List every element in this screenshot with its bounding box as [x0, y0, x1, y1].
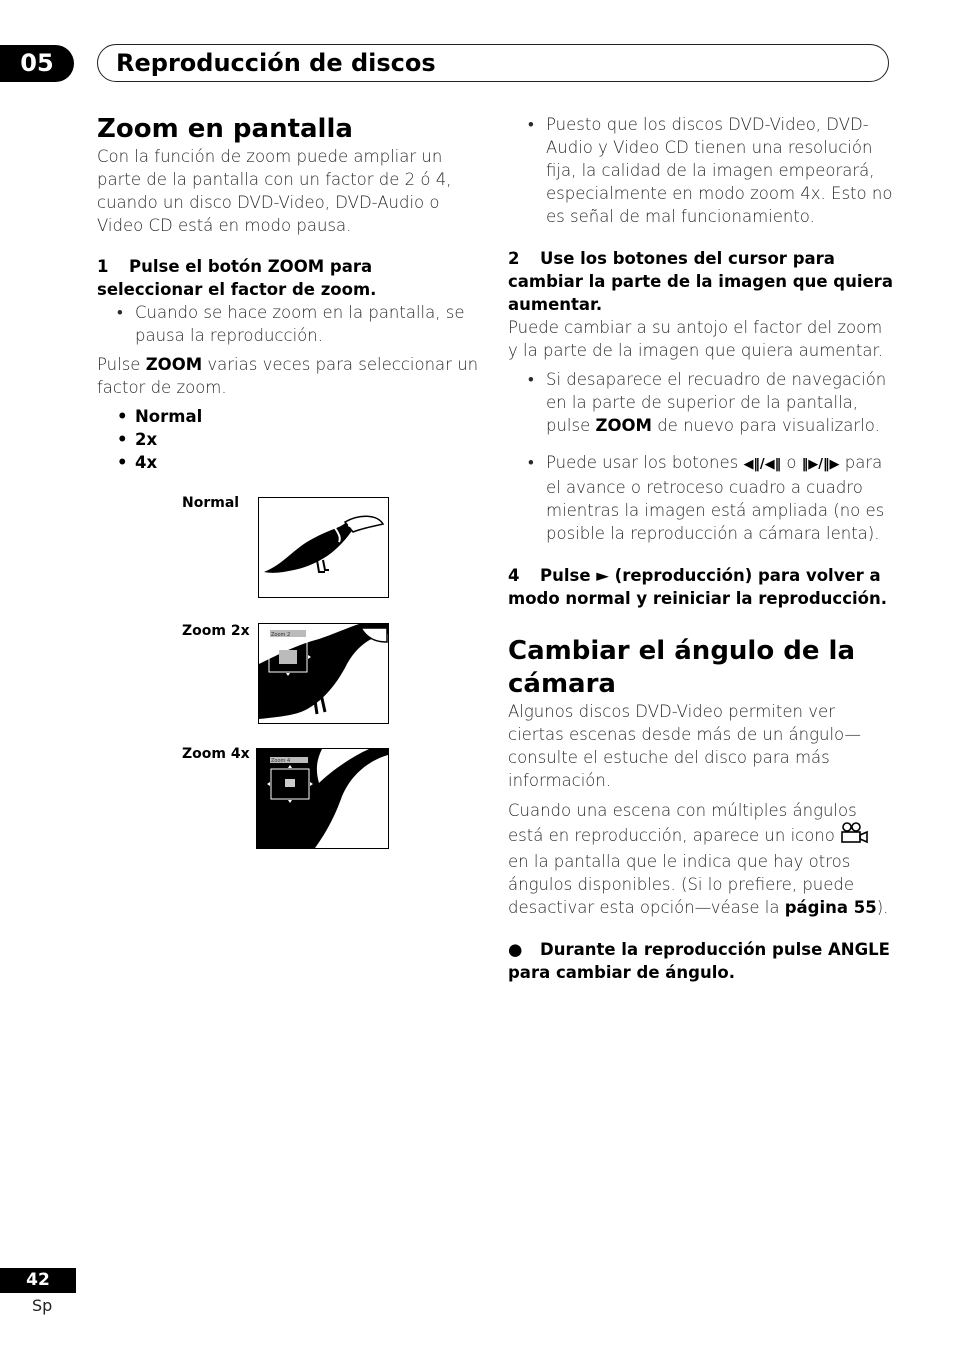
step-1	[97, 255, 482, 301]
option-4x: • 4x	[97, 451, 482, 474]
step-2-body: Puede cambiar a su antojo el factor del zoom y la parte de la imagen que quiera aumentar.	[508, 318, 883, 360]
zoom2-tag: Zoom 2	[271, 632, 291, 638]
option-2x: • 2x	[97, 428, 482, 451]
figure-label-normal: Normal	[182, 495, 240, 511]
figure-zoom-4x	[256, 748, 389, 849]
angle-p2-post: ).	[876, 898, 889, 917]
press-zoom-text	[97, 353, 482, 399]
chapter-badge: 05	[0, 45, 74, 82]
step-2	[508, 247, 893, 316]
figure-zoom-2x	[258, 623, 389, 724]
resolution-note: • Puesto que los discos DVD-Video, DVD-Audio y Video CD tienen una resolución fija, la calidad de la imagen empeorará, especialmente en modo zoom 4x. Esto no es señal de mal funcionamiento.	[508, 113, 893, 228]
camera-angle-icon	[840, 822, 870, 850]
b1-pre: Si desaparece el recuadro de navegación en la parte de superior de la pantalla, pulse	[546, 370, 887, 435]
step-4	[508, 564, 893, 610]
angle-action	[508, 938, 893, 984]
press-bold: ZOOM	[145, 355, 203, 374]
b2-mid: o	[781, 453, 802, 472]
zoom-intro: Con la función de zoom puede ampliar un parte de la pantalla con un factor de 2 ó 4, cuando un disco DVD-Video, DVD-Audio o Video CD está en modo pausa.	[97, 147, 452, 235]
angle-p2-pre: Cuando una escena con múltiples ángulos está en reproducción, aparece un icono	[508, 801, 857, 845]
angle-p2-mid: en la pantalla que le indica que hay otros ángulos disponibles. (Si lo prefiere, puede desactivar esta opción—véase la	[508, 852, 855, 917]
step-4-text: Pulse ► (reproducción) para volver a modo normal y reiniciar la reproducción.	[508, 566, 887, 608]
angle-icon-text	[508, 799, 893, 919]
b2-pre: Puede usar los botones	[546, 453, 744, 472]
page-number: 42	[0, 1268, 76, 1293]
figure-normal	[258, 497, 389, 598]
step-2-text: Use los botones del cursor para cambiar la parte de la imagen que quiera aumentar.	[508, 249, 893, 314]
figure-label-zoom4: Zoom 4x	[182, 746, 250, 762]
step-1-text: Pulse el botón ZOOM para seleccionar el factor de zoom.	[97, 257, 377, 299]
bullet-dot-icon: ●	[508, 940, 523, 959]
left-column	[97, 113, 482, 474]
b1-post: de nuevo para visualizarlo.	[651, 416, 880, 435]
step-2-bullet-2	[508, 451, 893, 545]
section-heading-angle: Cambiar el ángulo de la cámara	[508, 636, 856, 699]
frame-forward-icon: ‖▶/‖▶	[801, 457, 840, 472]
zoom-options-list	[97, 405, 482, 474]
step-2-number: 2	[508, 249, 520, 268]
page-55-ref: página 55	[784, 898, 877, 917]
step-1-bullet: • Cuando se hace zoom en la pantalla, se pausa la reproducción.	[97, 301, 482, 347]
toucan-illustration-normal	[259, 498, 388, 597]
step-2-bullet-1	[508, 368, 893, 437]
press-post: varias veces para seleccionar un factor de zoom.	[97, 355, 479, 397]
step-4-number: 4	[508, 566, 520, 585]
chapter-header	[97, 44, 889, 82]
right-column	[508, 113, 893, 984]
frame-back-icon: ◀‖/◀‖	[743, 457, 782, 472]
angle-action-text: Durante la reproducción pulse ANGLE para cambiar de ángulo.	[508, 940, 890, 982]
b2-post: para el avance o retroceso cuadro a cuadro mientras la imagen está ampliada (no es posible la reproducción a cámara lenta).	[546, 453, 885, 543]
angle-intro: Algunos discos DVD-Video permiten ver ciertas escenas desde más de un ángulo—consulte el estuche del disco para más información.	[508, 702, 861, 790]
figure-label-zoom2: Zoom 2x	[182, 623, 250, 639]
toucan-illustration-zoom2	[259, 624, 388, 723]
b1-bold: ZOOM	[595, 416, 652, 435]
language-code: Sp	[32, 1296, 53, 1315]
zoom4-tag: Zoom 4	[271, 758, 291, 764]
section-heading-zoom: Zoom en pantalla	[97, 114, 353, 144]
chapter-title: Reproducción de discos	[116, 49, 436, 77]
option-normal: • Normal	[97, 405, 482, 428]
toucan-illustration-zoom4	[257, 749, 388, 848]
press-pre: Pulse	[97, 355, 146, 374]
step-1-number: 1	[97, 257, 109, 276]
